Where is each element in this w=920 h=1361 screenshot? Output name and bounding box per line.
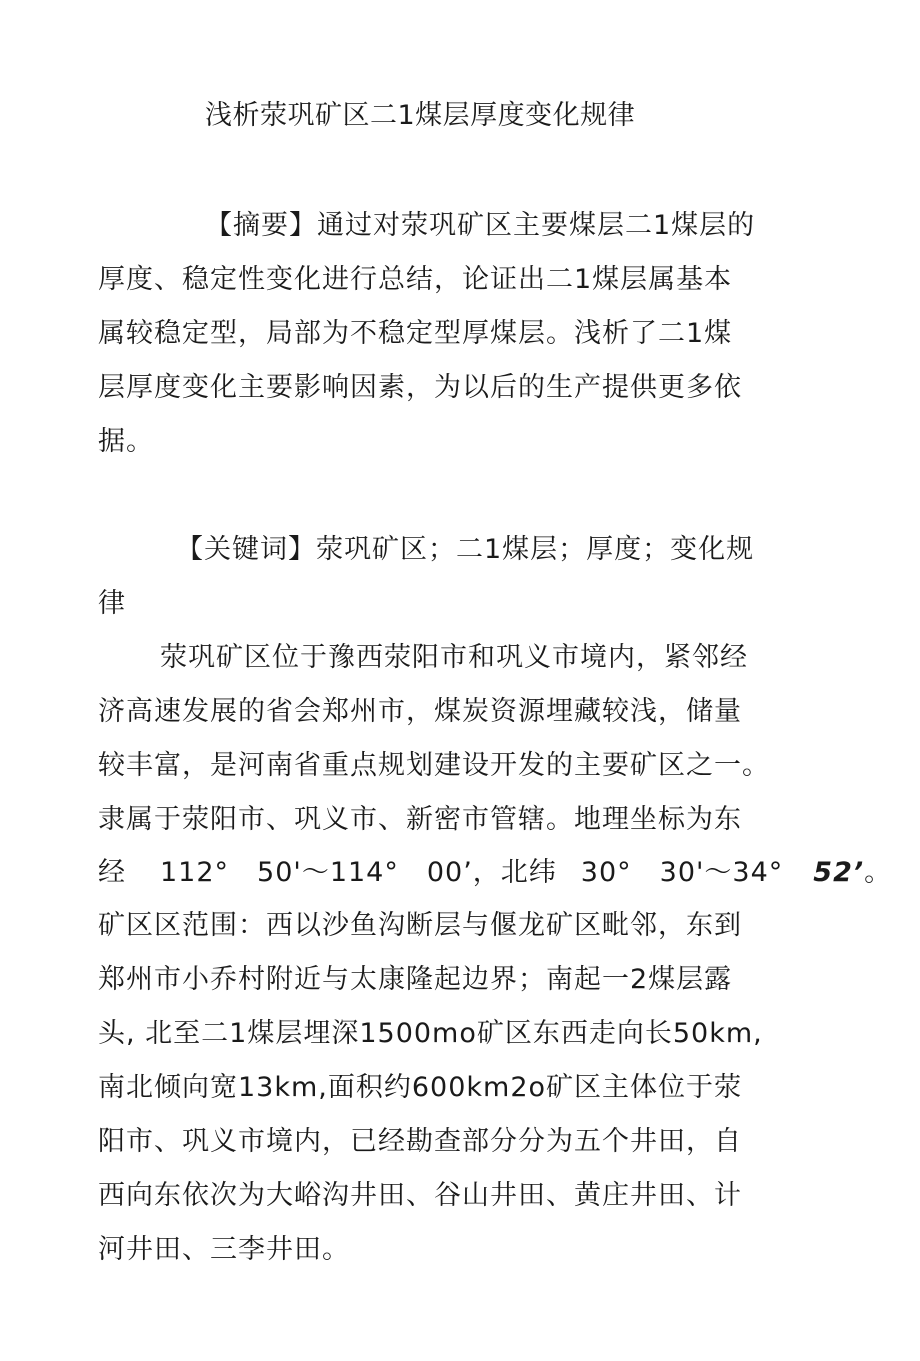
body-line-7: 郑州市小乔村附近与太康隆起边界；南起一2煤层露 [98, 964, 733, 995]
coord-suffix: 。 [864, 857, 893, 888]
coordinate-line [98, 853, 892, 893]
body-line-3: 较丰富，是河南省重点规划建设开发的主要矿区之一。 [98, 750, 770, 781]
body-line-8: 头, 北至二1煤层埋深1500mo矿区东西走向长50km, [98, 1018, 763, 1049]
body-line-9: 南北倾向宽13km,面积约600km2o矿区主体位于荥 [98, 1072, 743, 1103]
body-line-6: 矿区区范围：西以沙鱼沟断层与偃龙矿区毗邻，东到 [98, 910, 742, 941]
body-line-10: 阳市、巩义市境内，已经勘查部分分为五个井田，自 [98, 1126, 742, 1157]
coord-prefix: 经 [98, 857, 126, 888]
body-line-4: 隶属于荥阳市、巩义市、新密市管辖。地理坐标为东 [98, 804, 742, 835]
coord-latitude: 30° 30'～34° [580, 857, 784, 888]
abstract-line-1: 【摘要】通过对荥巩矿区主要煤层二1煤层的 [205, 210, 756, 241]
coord-longitude: 112° 50'～114° 00’，北纬 [160, 857, 557, 888]
coord-latitude-end: 52’ [813, 857, 865, 888]
abstract-line-4: 层厚度变化主要影响因素，为以后的生产提供更多依 [98, 372, 742, 403]
keywords-line-2: 律 [98, 588, 126, 619]
body-line-12: 河井田、三李井田。 [98, 1234, 350, 1265]
body-line-11: 西向东依次为大峪沟井田、谷山井田、黄庄井田、计 [98, 1180, 742, 1211]
abstract-line-3: 属较稳定型，局部为不稳定型厚煤层。浅析了二1煤 [98, 318, 733, 349]
abstract-line-2: 厚度、稳定性变化进行总结，论证出二1煤层属基本 [98, 264, 733, 295]
document-title: 浅析荥巩矿区二1煤层厚度变化规律 [205, 100, 636, 131]
body-line-1: 荥巩矿区位于豫西荥阳市和巩义市境内，紧邻经 [160, 642, 748, 673]
abstract-line-5: 据。 [98, 426, 154, 457]
body-line-2: 济高速发展的省会郑州市，煤炭资源埋藏较浅，储量 [98, 696, 742, 727]
keywords-line-1: 【关键词】荥巩矿区；二1煤层；厚度；变化规 [176, 534, 755, 565]
